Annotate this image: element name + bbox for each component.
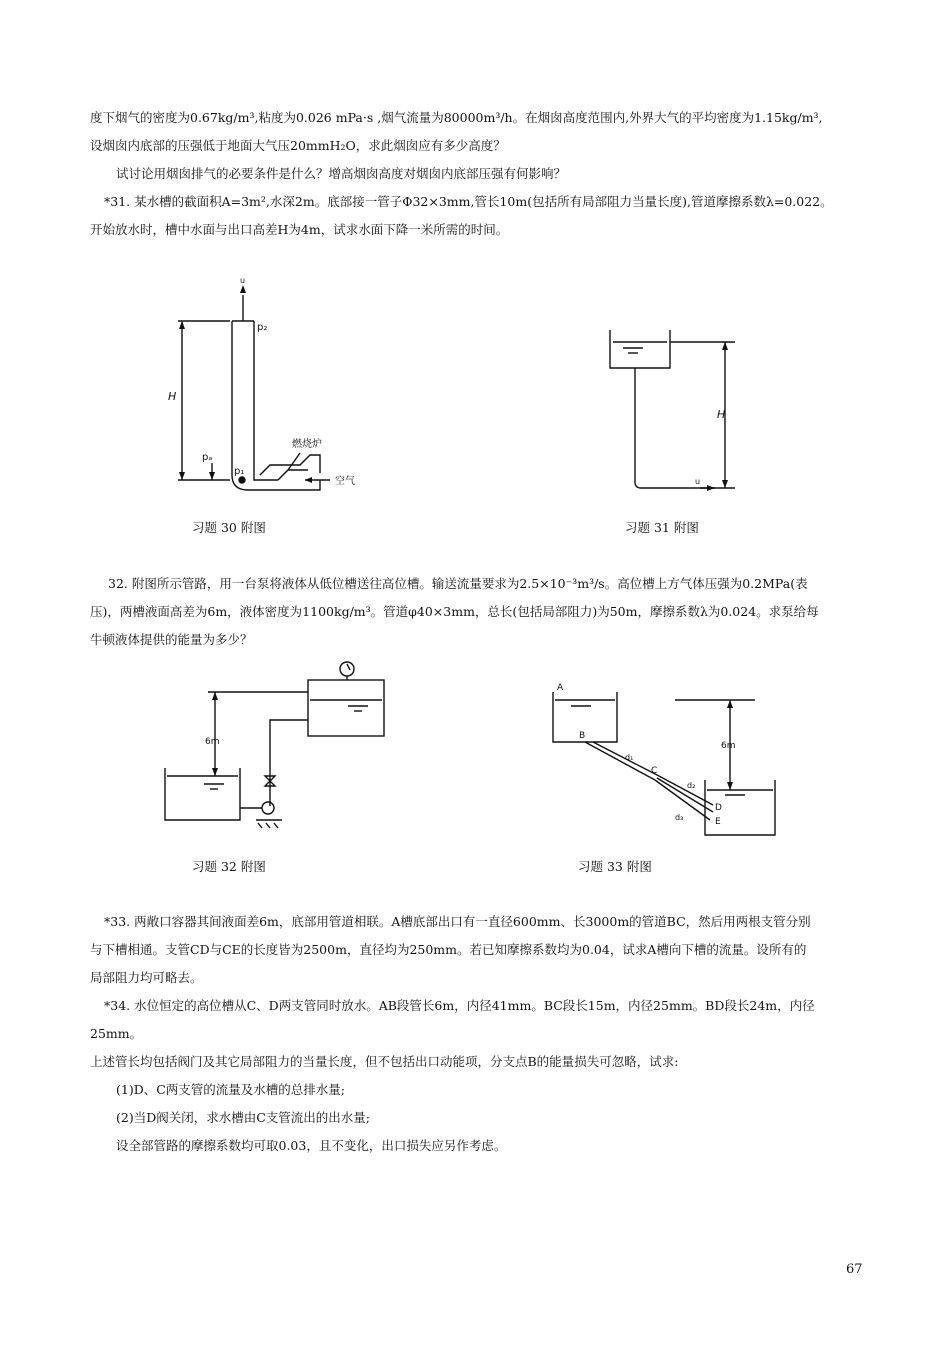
fig30-label-p1: p₁ <box>234 466 245 477</box>
text-line: 设烟囱内底部的压强低于地面大气压20mmH₂O，求此烟囱应有多少高度？ <box>90 138 506 153</box>
figure-32 <box>160 658 395 833</box>
figure-33-caption: 习题 33 附图 <box>578 859 652 874</box>
text-line: *31. 某水槽的截面积A=3m²,水深2m。底部接一管子Φ32×3mm,管长10m(包括所有局部阻力当量长度),管道摩擦系数λ=0.022。 <box>104 194 833 209</box>
text-line: 压)，两槽液面高差为6m，液体密度为1100kg/m³。管道φ40×3mm，总长(包括局部阻力)为50m，摩擦系数λ为0.024。求泵给每 <box>90 604 819 619</box>
text-line: 局部阻力均可略去。 <box>90 970 203 985</box>
text-line: 牛顿液体提供的能量为多少？ <box>90 632 253 647</box>
fig31-label-u: u <box>695 477 701 486</box>
fig33-label-B: B <box>579 731 586 741</box>
figure-30-caption: 习题 30 附图 <box>192 520 266 535</box>
figure-30 <box>160 275 380 500</box>
text-line: *33. 两敞口容器其间液面差6m，底部用管道相联。A槽底部出口有一直径600mm、长3000m的管道BC，然后用两根支管分别 <box>104 914 811 929</box>
figure-32-caption: 习题 32 附图 <box>192 859 266 874</box>
text-line: *34. 水位恒定的高位槽从C、D两支管同时放水。AB段管长6m，内径41mm。BC段长15m，内径25mm。BD段长24m，内径25mm。 <box>90 998 815 1041</box>
text-line: (2)当D阀关闭，求水槽由C支管流出的出水量; <box>116 1110 371 1125</box>
text-line: 上述管长均包括阀门及其它局部阻力的当量长度，但不包括出口动能项，分支点B的能量损失可忽略，试求: <box>90 1054 679 1069</box>
figure-31 <box>595 320 775 500</box>
problem-32-text <box>90 570 865 654</box>
figure-31-caption: 习题 31 附图 <box>625 520 699 535</box>
fig32-label-6m: 6m <box>205 737 220 747</box>
figure-33 <box>545 680 785 845</box>
fig33-label-d1: d₁ <box>625 753 634 762</box>
fig33-label-d3: d₃ <box>675 813 684 822</box>
fig30-label-air: 空气 <box>335 476 355 487</box>
text-line: 32. 附图所示管路，用一台泵将液体从低位槽送往高位槽。输送流量要求为2.5×10⁻³m³/s。高位槽上方气体压强为0.2MPa(表 <box>108 576 808 591</box>
bottom-text-block <box>90 908 865 1160</box>
fig30-label-pa: pₐ <box>202 452 213 463</box>
fig30-label-p2: p₂ <box>257 322 268 333</box>
text-line: 开始放水时，槽中水面与出口高差H为4m，试求水面下降一米所需的时间。 <box>90 222 509 237</box>
fig33-label-C: C <box>651 766 658 776</box>
text-line: 度下烟气的密度为0.67kg/m³,粘度为0.026 mPa·s ,烟气流量为80000m³/h。在烟囱高度范围内,外界大气的平均密度为1.15kg/m³, <box>90 110 823 125</box>
fig33-label-A: A <box>557 683 564 693</box>
text-line: 设全部管路的摩擦系数均可取0.03，且不变化，出口损失应另作考虑。 <box>116 1138 507 1153</box>
fig30-label-furnace: 燃烧炉 <box>292 439 322 450</box>
fig31-label-H: H <box>717 408 726 421</box>
page-number: 67 <box>846 1262 863 1277</box>
top-text-block <box>90 104 865 244</box>
fig33-label-E: E <box>715 817 721 827</box>
fig30-label-u: u <box>240 276 246 285</box>
text-line: (1)D、C两支管的流量及水槽的总排水量; <box>116 1082 346 1097</box>
fig33-label-D: D <box>715 803 722 813</box>
fig33-label-d2: d₂ <box>687 781 696 790</box>
text-line: 与下槽相通。支管CD与CE的长度皆为2500m，直径均为250mm。若已知摩擦系数均为0.04，试求A槽向下槽的流量。设所有的 <box>90 942 807 957</box>
fig33-label-6m: 6m <box>721 741 736 751</box>
text-line: 试讨论用烟囱排气的必要条件是什么？增高烟囱高度对烟囱内底部压强有何影响？ <box>116 166 567 181</box>
fig30-label-H: H <box>168 390 177 403</box>
